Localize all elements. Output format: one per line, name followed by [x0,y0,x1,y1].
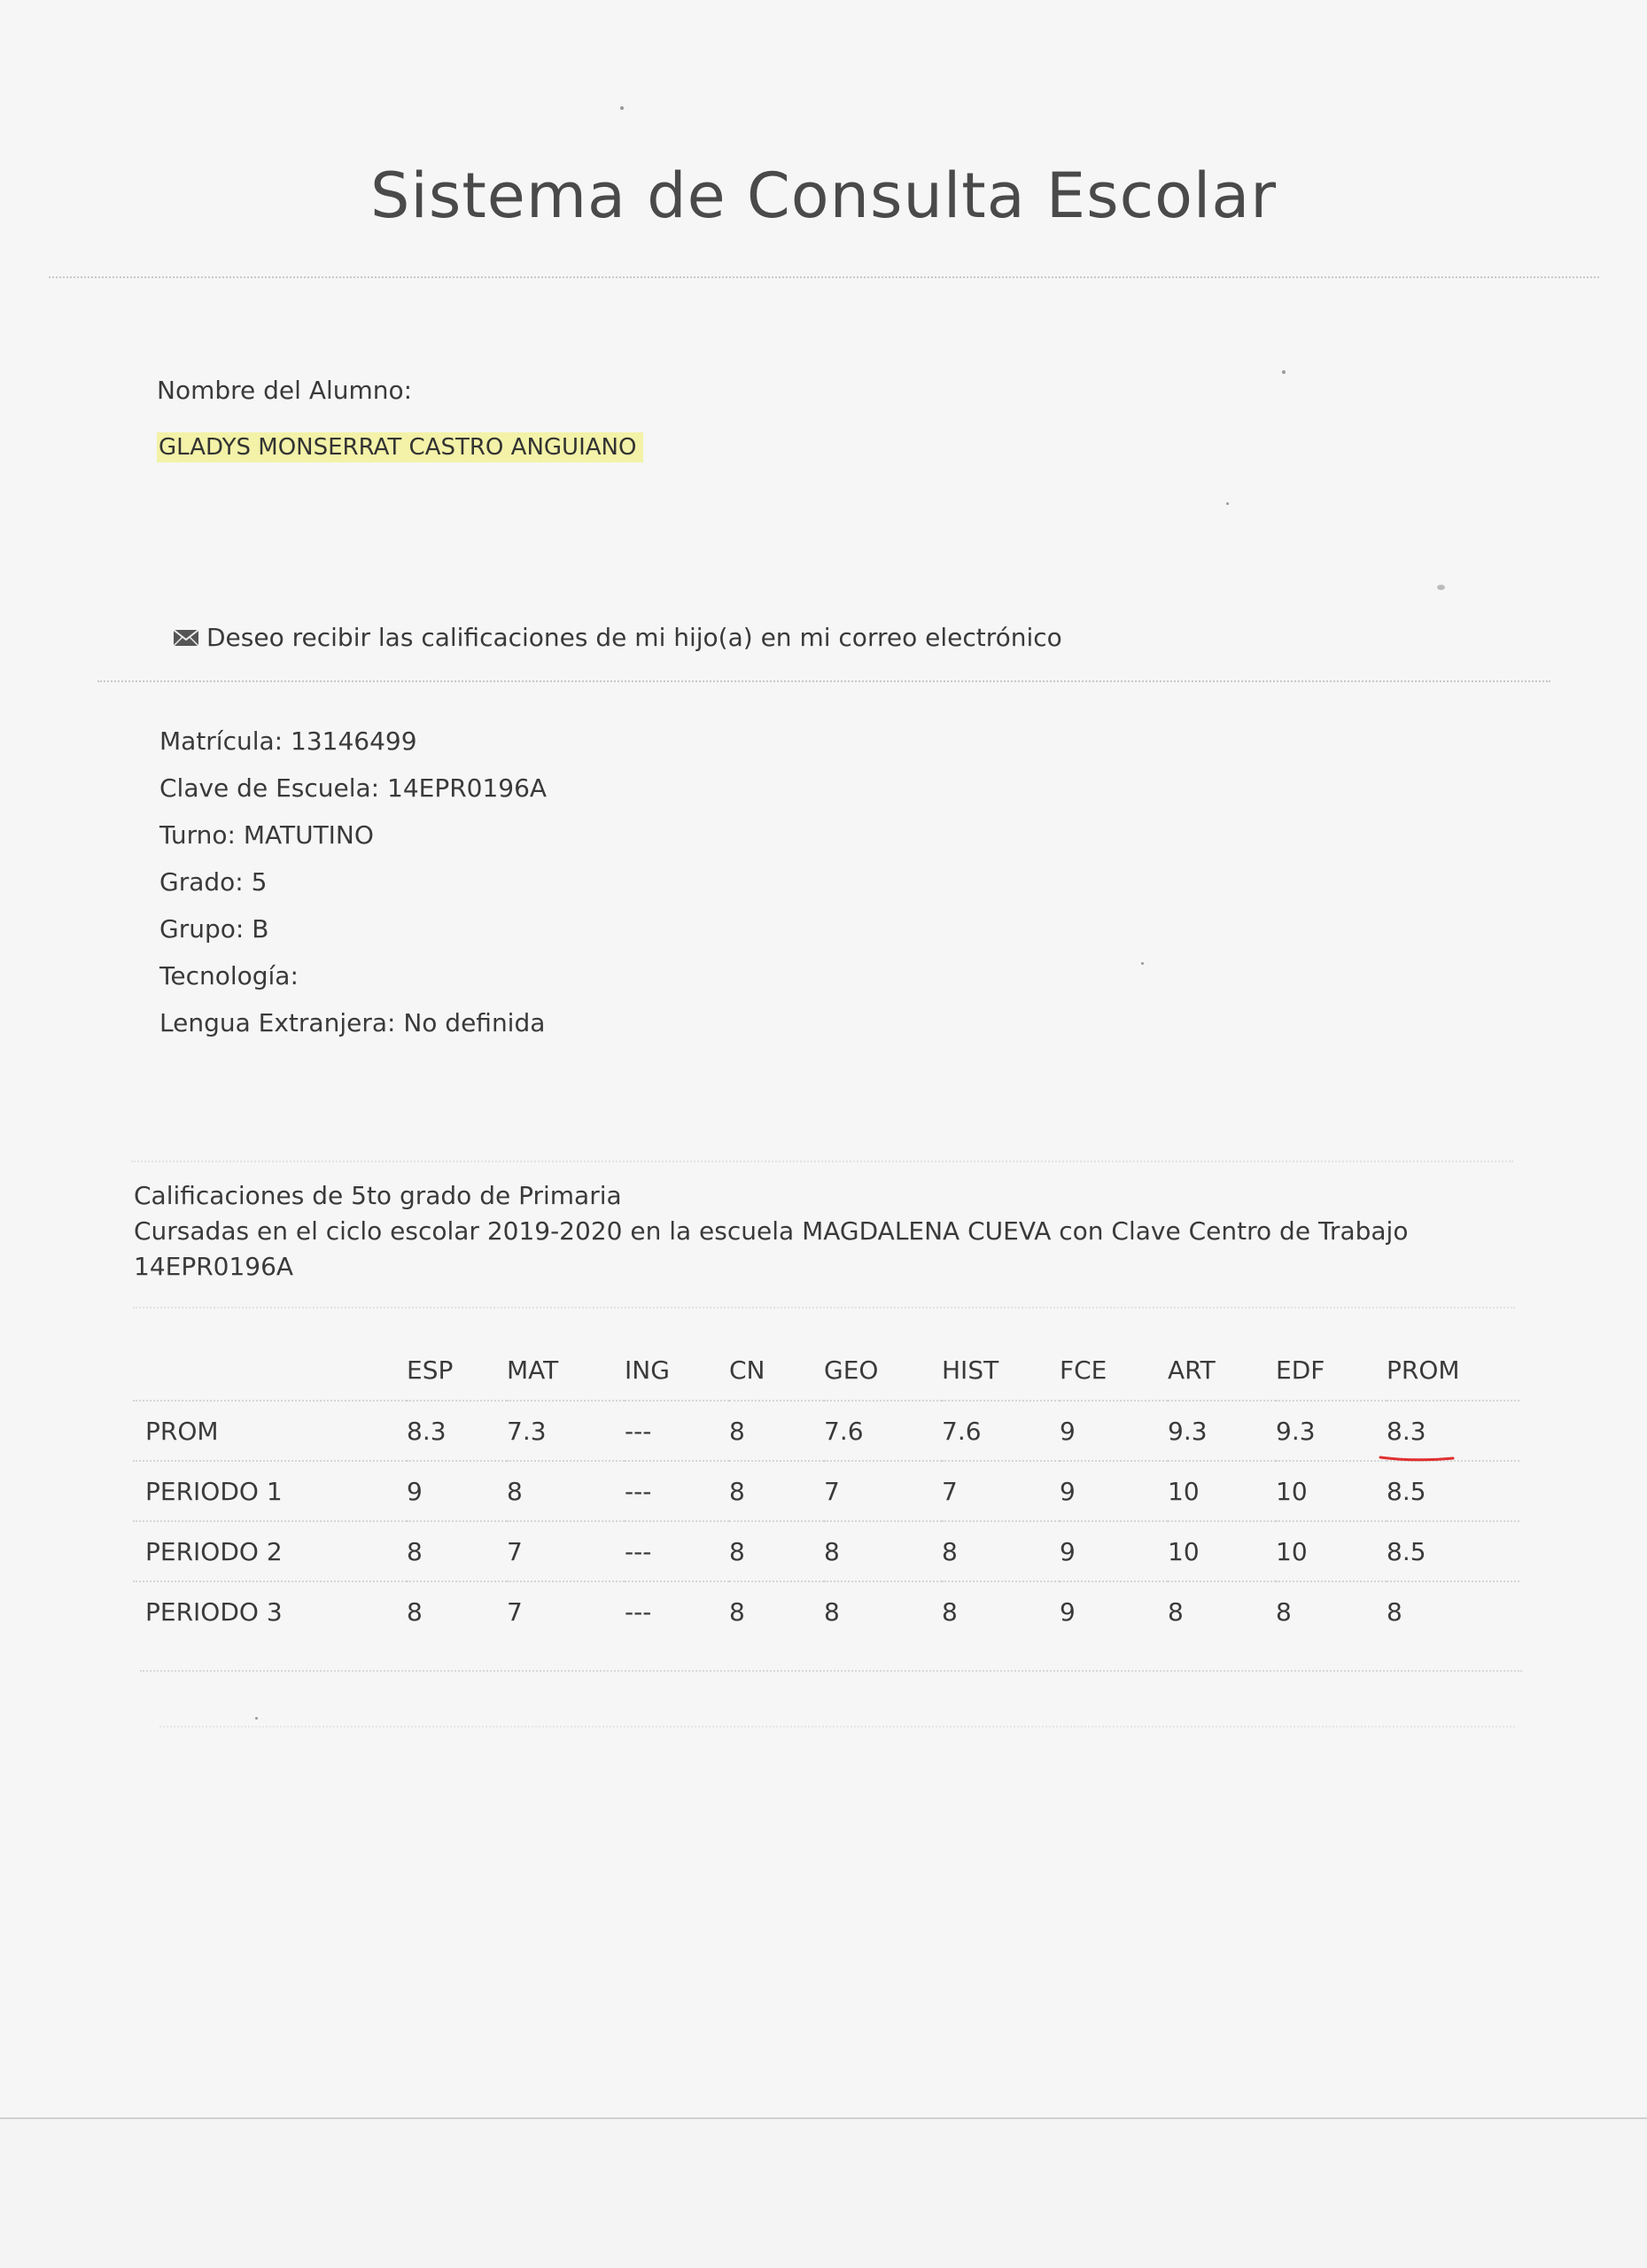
scan-speck [1141,962,1144,965]
grade-cell: 8 [507,1461,625,1521]
grade-cell: 8 [942,1581,1060,1641]
grade-cell: 8 [824,1581,942,1641]
table-row [133,1401,1519,1461]
grade-cell: 10 [1168,1461,1276,1521]
grade-cell: --- [625,1461,729,1521]
col-esp: ESP [407,1355,454,1385]
col-prom: PROM [1387,1355,1460,1385]
red-pen-underline [1379,1454,1455,1463]
col-ing: ING [625,1355,670,1385]
scan-speck [1437,585,1445,590]
row-label: PERIODO 3 [133,1581,407,1641]
row-header-empty [133,1340,407,1401]
grade-cell: 9 [1060,1521,1168,1581]
grade-cell: 7 [507,1581,625,1641]
info-lengua-extranjera: Lengua Extranjera: No definida [159,1008,546,1037]
table-row [133,1521,1519,1581]
footer-divider [159,1726,1515,1728]
grade-cell: 10 [1276,1461,1387,1521]
grade-cell: 7 [507,1521,625,1581]
info-grupo: Grupo: B [159,914,269,944]
grade-cell: 8 [1168,1581,1276,1641]
grade-cell: 10 [1276,1521,1387,1581]
grade-cell: 8.3 [407,1401,507,1461]
grade-cell: 8 [729,1461,824,1521]
grade-cell: 9.3 [1276,1401,1387,1461]
info-clave-escuela: Clave de Escuela: 14EPR0196A [159,773,548,803]
grade-cell: 9 [1060,1461,1168,1521]
grade-cell: 8 [729,1521,824,1581]
grade-cell: 9 [1060,1401,1168,1461]
grades-heading-divider [133,1307,1515,1309]
student-name: GLADYS MONSERRAT CASTRO ANGUIANO [157,432,643,462]
scan-speck [255,1717,258,1720]
email-divider [97,680,1550,682]
grade-cell: 8.3 [1387,1401,1519,1461]
row-label: PERIODO 2 [133,1521,407,1581]
table-row [133,1461,1519,1521]
email-grades-option[interactable] [173,623,1062,652]
grade-cell: 8 [942,1521,1060,1581]
grade-cell: --- [625,1521,729,1581]
scan-speck [1226,502,1229,505]
grade-cell: 7.6 [824,1401,942,1461]
envelope-icon [173,628,199,648]
grade-cell: 8 [407,1581,507,1641]
grade-cell: 9.3 [1168,1401,1276,1461]
grades-header-row [133,1340,1519,1401]
table-row [133,1581,1519,1641]
table-bottom-divider [140,1670,1522,1672]
grade-cell: 7 [942,1461,1060,1521]
grade-cell: 7.3 [507,1401,625,1461]
email-grades-label[interactable]: Deseo recibir las calificaciones de mi hijo(a) en mi correo electrónico [206,623,1062,652]
grade-cell: 8 [824,1521,942,1581]
title-divider [49,276,1599,278]
grade-cell: --- [625,1581,729,1641]
row-label: PERIODO 1 [133,1461,407,1521]
col-art: ART [1168,1355,1216,1385]
grades-heading [134,1178,1551,1285]
col-geo: GEO [824,1355,879,1385]
grade-cell: 9 [1060,1581,1168,1641]
grades-heading-line3: 14EPR0196A [134,1252,294,1281]
grade-cell: 8 [729,1401,824,1461]
grade-cell: 8.5 [1387,1461,1519,1521]
col-edf: EDF [1276,1355,1325,1385]
student-name-label: Nombre del Alumno: [157,376,413,405]
grade-cell: 8 [1387,1581,1519,1641]
grades-top-divider [131,1161,1513,1162]
info-grado: Grado: 5 [159,867,268,897]
page-title: Sistema de Consulta Escolar [369,159,1278,232]
col-fce: FCE [1060,1355,1107,1385]
col-cn: CN [729,1355,765,1385]
grade-cell: 8 [729,1581,824,1641]
student-info [159,718,547,1046]
grade-cell: 10 [1168,1521,1276,1581]
info-matricula: Matrícula: 13146499 [159,726,417,756]
grade-cell: 9 [407,1461,507,1521]
grade-cell: 7.6 [942,1401,1060,1461]
scan-speck [1282,370,1286,374]
grades-heading-line2: Cursadas en el ciclo escolar 2019-2020 en la escuela MAGDALENA CUEVA con Clave Centro de Trabajo [134,1216,1409,1246]
scan-speck [620,106,624,110]
info-tecnologia: Tecnología: [159,961,299,990]
grade-cell: 8.5 [1387,1521,1519,1581]
info-turno: Turno: MATUTINO [159,820,374,850]
col-hist: HIST [942,1355,999,1385]
grades-table [133,1340,1519,1641]
row-label: PROM [133,1401,407,1461]
grade-cell: 8 [407,1521,507,1581]
grades-heading-line1: Calificaciones de 5to grado de Primaria [134,1181,622,1210]
grade-cell: 7 [824,1461,942,1521]
grade-cell: --- [625,1401,729,1461]
grade-cell: 8 [1276,1581,1387,1641]
col-mat: MAT [507,1355,559,1385]
